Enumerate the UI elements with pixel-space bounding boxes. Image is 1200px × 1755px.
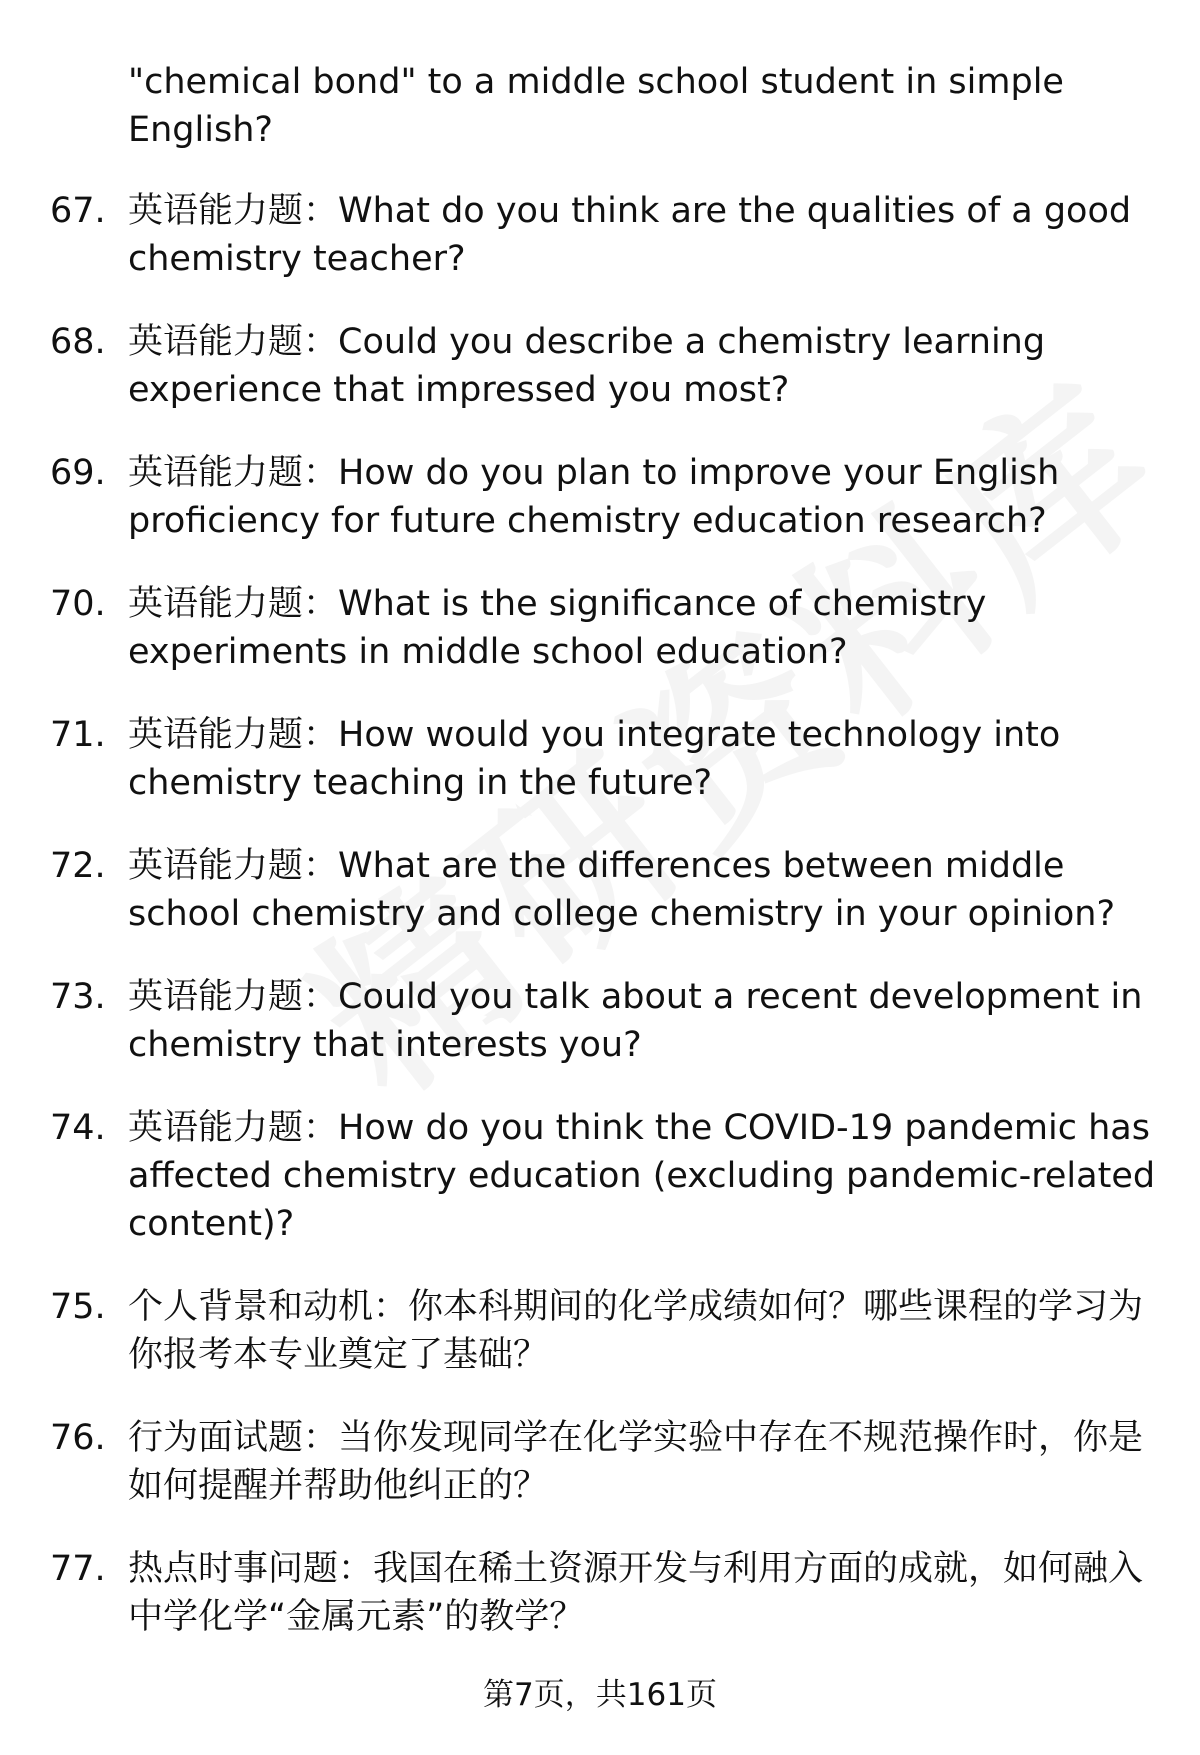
question-text: 个人背景和动机：你本科期间的化学成绩如何？哪些课程的学习为你报考本专业奠定了基础？	[128, 1287, 1144, 1375]
question-text: 热点时事问题：我国在稀土资源开发与利用方面的成就，如何融入中学化学“金属元素”的教学？	[128, 1549, 1144, 1637]
question-item	[50, 1414, 1160, 1510]
question-text: 英语能力题：How would you integrate technology into chemistry teaching in the future?	[128, 715, 1061, 803]
question-text: 英语能力题：What do you think are the qualities of a good chemistry teacher?	[128, 191, 1132, 279]
question-text: 英语能力题：What is the significance of chemistry experiments in middle school education?	[128, 584, 987, 672]
question-item	[50, 318, 1160, 414]
question-number: 77.	[50, 1549, 106, 1589]
question-item	[50, 580, 1160, 676]
question-item	[50, 449, 1160, 545]
question-number: 76.	[50, 1418, 106, 1458]
question-number: 71.	[50, 715, 106, 755]
question-number: 74.	[50, 1108, 106, 1148]
question-continuation-text: "chemical bond" to a middle school student in simple English?	[128, 62, 1064, 150]
question-item	[50, 711, 1160, 807]
question-item	[50, 1104, 1160, 1248]
question-number: 69.	[50, 453, 106, 493]
question-item	[50, 187, 1160, 283]
question-number: 67.	[50, 191, 106, 231]
question-text: 行为面试题：当你发现同学在化学实验中存在不规范操作时，你是如何提醒并帮助他纠正的？	[128, 1418, 1144, 1506]
question-number: 72.	[50, 846, 106, 886]
question-text: 英语能力题：How do you plan to improve your English proficiency for future chemistry education research?	[128, 453, 1060, 541]
question-number: 70.	[50, 584, 106, 624]
question-number: 73.	[50, 977, 106, 1017]
question-text: 英语能力题：How do you think the COVID-19 pandemic has affected chemistry education (excluding pandemic-related content)?	[128, 1108, 1156, 1244]
question-item	[50, 1283, 1160, 1379]
question-number: 75.	[50, 1287, 106, 1327]
question-text: 英语能力题：What are the differences between middle school chemistry and college chemistry in your opinion?	[128, 846, 1116, 934]
page-number: 第7页，共161页	[483, 1677, 717, 1713]
question-text: 英语能力题：Could you talk about a recent development in chemistry that interests you?	[128, 977, 1143, 1065]
question-item	[50, 1545, 1160, 1641]
question-text: 英语能力题：Could you describe a chemistry learning experience that impressed you most?	[128, 322, 1046, 410]
question-item	[50, 842, 1160, 938]
question-number: 68.	[50, 322, 106, 362]
question-list	[50, 187, 1160, 1641]
question-item	[50, 973, 1160, 1069]
